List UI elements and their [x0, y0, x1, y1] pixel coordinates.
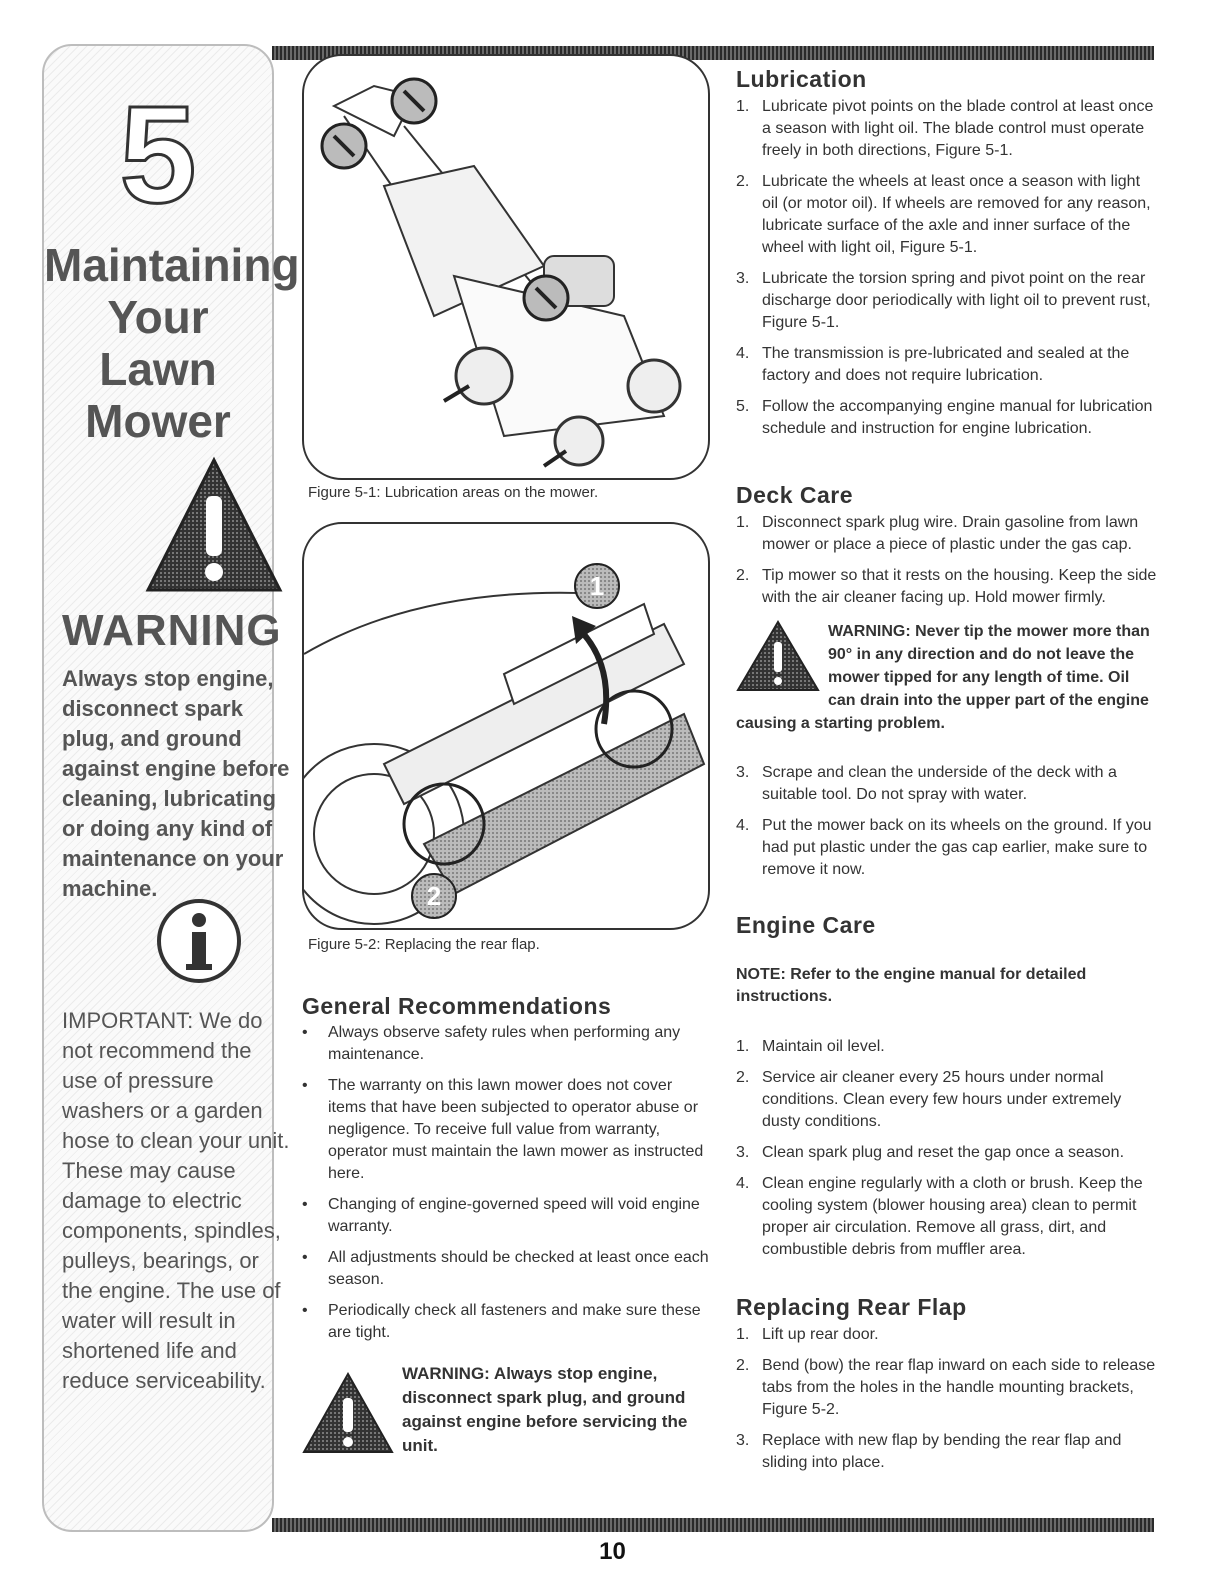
list-item: 5. Follow the accompanying engine manual for lubrication schedule and instruction for engine lubrication. [736, 398, 1153, 437]
deck-heading: Deck Care [736, 482, 854, 508]
engine-list [736, 1036, 1160, 1270]
list-item-text: Clean engine regularly with a cloth or brush. Keep the cooling system (blower housing area) clean to permit proper air circulation. Remove all grass, dirt, and combustible debris from muffler area. [762, 1175, 1143, 1258]
bottom-rule [272, 1518, 1154, 1532]
list-item: 2. Bend (bow) the rear flap inward on each side to release tabs from the holes in the handle mounting brackets, Figure 5-2. [736, 1357, 1156, 1418]
list-item: • The warranty on this lawn mower does not cover items that have been subjected to operator abuse or negligence. To receive full value from warranty, operator must maintain the lawn mower as instructed here. [302, 1077, 704, 1182]
list-item-text: Lubricate the wheels at least once a season with light oil (or motor oil). If wheels are removed for any reason, lubricate surface of the axle and inner surface of the wheel with light oil, Figure 5-1. [762, 173, 1151, 256]
sidebar-warning-text: Always stop engine, disconnect spark plug, and ground against engine before cleaning, lubricating or doing any kind of maintenance on your machine. [62, 666, 290, 901]
lubrication-list [736, 96, 1160, 449]
mower-illustration [304, 56, 708, 478]
list-item-text: Lubricate pivot points on the blade control at least once a season with light oil. The blade control must operate freely in both directions, Figure 5-1. [762, 98, 1154, 159]
list-item-text: The transmission is pre-lubricated and sealed at the factory and does not require lubrication. [762, 345, 1130, 384]
list-item: 1. Lubricate pivot points on the blade control at least once a season with light oil. The blade control must operate freely in both directions, Figure 5-1. [736, 98, 1154, 159]
list-item: 2. Tip mower so that it rests on the housing. Keep the side with the air cleaner facing up. Hold mower firmly. [736, 567, 1157, 606]
chapter-title-line: Your Lawn [99, 291, 217, 395]
list-item: 4. Put the mower back on its wheels on the ground. If you had put plastic under the gas cap earlier, make sure to remove it now. [736, 817, 1152, 878]
deck-list-b [736, 762, 1160, 890]
figure-5-1 [302, 54, 710, 480]
chapter-number: 5 [119, 78, 197, 232]
chapter-sidebar [42, 44, 300, 1532]
list-item: 3. Lubricate the torsion spring and pivot point on the rear discharge door periodically with light oil to prevent rust, Figure 5-1. [736, 270, 1151, 331]
deck-list-a [736, 512, 1160, 618]
list-item-text: Clean spark plug and reset the gap once a season. [762, 1144, 1125, 1161]
figure-5-2 [302, 522, 710, 930]
list-item: 4. The transmission is pre-lubricated and sealed at the factory and does not require lubrication. [736, 345, 1130, 384]
deck-warning [736, 620, 1160, 735]
engine-heading: Engine Care [736, 912, 876, 938]
list-item: • All adjustments should be checked at least once each season. [302, 1249, 709, 1288]
figure-5-2-caption: Figure 5-2: Replacing the rear flap. [308, 936, 540, 953]
list-item: 1. Lift up rear door. [736, 1326, 879, 1343]
callout-2-label: 2 [426, 881, 442, 911]
engine-note: NOTE: Refer to the engine manual for detailed instructions. [736, 966, 1087, 1005]
list-item-text: Periodically check all fasteners and make sure these are tight. [328, 1302, 701, 1341]
list-item-text: Disconnect spark plug wire. Drain gasoline from lawn mower or place a piece of plastic under the gas cap. [762, 514, 1139, 553]
chapter-title [44, 239, 300, 447]
list-item-text: Scrape and clean the underside of the deck with a suitable tool. Do not spray with water. [762, 764, 1117, 803]
general-heading: General Recommendations [302, 993, 612, 1019]
list-item: 2. Lubricate the wheels at least once a season with light oil (or motor oil). If wheels are removed for any reason, lubricate surface of the axle and inner surface of the wheel with light oil, Figure 5-1. [736, 173, 1151, 256]
list-item-text: Lift up rear door. [762, 1326, 879, 1343]
sidebar-important-text: IMPORTANT: We do not recommend the use of pressure washers or a garden hose to clean your unit. These may cause damage to electric components, spindles, pulleys, bearings, or the engine. The use of water will result in shortened life and reduce serviceability. [62, 1008, 290, 1393]
list-item: • Periodically check all fasteners and make sure these are tight. [302, 1302, 701, 1341]
list-item-text: Service air cleaner every 25 hours under normal conditions. Clean every few hours under extremely dusty conditions. [762, 1069, 1122, 1130]
lubrication-heading: Lubrication [736, 66, 867, 92]
list-item: 3. Replace with new flap by bending the rear flap and sliding into place. [736, 1432, 1122, 1471]
deck-warning-text: WARNING: Never tip the mower more than 90° in any direction and do not leave the mower tipped for any length of time. Oil can drain into the upper part of the engine causing a starting problem. [736, 623, 1150, 732]
list-item-text: Maintain oil level. [762, 1038, 885, 1055]
chapter-title-line: Maintaining [44, 239, 300, 291]
info-icon [154, 896, 244, 986]
list-item-text: Put the mower back on its wheels on the ground. If you had put plastic under the gas cap earlier, make sure to remove it now. [762, 817, 1152, 878]
list-item-text: Bend (bow) the rear flap inward on each side to release tabs from the holes in the handle mounting brackets, Figure 5-2. [762, 1357, 1156, 1418]
list-item: 1. Disconnect spark plug wire. Drain gasoline from lawn mower or place a piece of plastic under the gas cap. [736, 514, 1139, 553]
list-item-text: Lubricate the torsion spring and pivot point on the rear discharge door periodically with light oil to prevent rust, Figure 5-1. [762, 270, 1151, 331]
list-item-text: Always observe safety rules when performing any maintenance. [328, 1024, 681, 1063]
list-item-text: Changing of engine-governed speed will void engine warranty. [328, 1196, 700, 1235]
general-list [302, 1022, 714, 1353]
warning-heading: WARNING [62, 606, 282, 655]
list-item-text: All adjustments should be checked at least once each season. [328, 1249, 709, 1288]
list-item: • Changing of engine-governed speed will void engine warranty. [302, 1196, 700, 1235]
callout-1-label: 1 [589, 571, 605, 601]
list-item: 3. Clean spark plug and reset the gap once a season. [736, 1144, 1125, 1161]
list-item: • Always observe safety rules when performing any maintenance. [302, 1024, 681, 1063]
warning-triangle-icon [144, 456, 284, 596]
general-warning: WARNING: Always stop engine, disconnect spark plug, and ground against engine before servicing the unit. [402, 1364, 688, 1455]
rear-flap-illustration [304, 524, 708, 928]
chapter-title-line: Mower [85, 395, 231, 447]
list-item-text: The warranty on this lawn mower does not cover items that have been subjected to operator abuse or negligence. To receive full value from warranty, operator must maintain the lawn mower as instructed here. [328, 1077, 704, 1182]
warning-triangle-icon [302, 1372, 394, 1454]
rear-flap-heading: Replacing Rear Flap [736, 1294, 967, 1320]
list-item: 2. Service air cleaner every 25 hours under normal conditions. Clean every few hours under extremely dusty conditions. [736, 1069, 1122, 1130]
list-item: 1. Maintain oil level. [736, 1038, 885, 1055]
list-item-text: Tip mower so that it rests on the housing. Keep the side with the air cleaner facing up. Hold mower firmly. [762, 567, 1157, 606]
list-item: 3. Scrape and clean the underside of the deck with a suitable tool. Do not spray with water. [736, 764, 1117, 803]
list-item: 4. Clean engine regularly with a cloth or brush. Keep the cooling system (blower housing area) clean to permit proper air circulation. Remove all grass, dirt, and combustible debris from muffler area. [736, 1175, 1143, 1258]
list-item-text: Replace with new flap by bending the rear flap and sliding into place. [762, 1432, 1122, 1471]
rear-flap-list [736, 1324, 1160, 1483]
page-number: 10 [599, 1538, 626, 1565]
figure-5-1-caption: Figure 5-1: Lubrication areas on the mower. [308, 484, 599, 501]
list-item-text: Follow the accompanying engine manual for lubrication schedule and instruction for engine lubrication. [762, 398, 1153, 437]
